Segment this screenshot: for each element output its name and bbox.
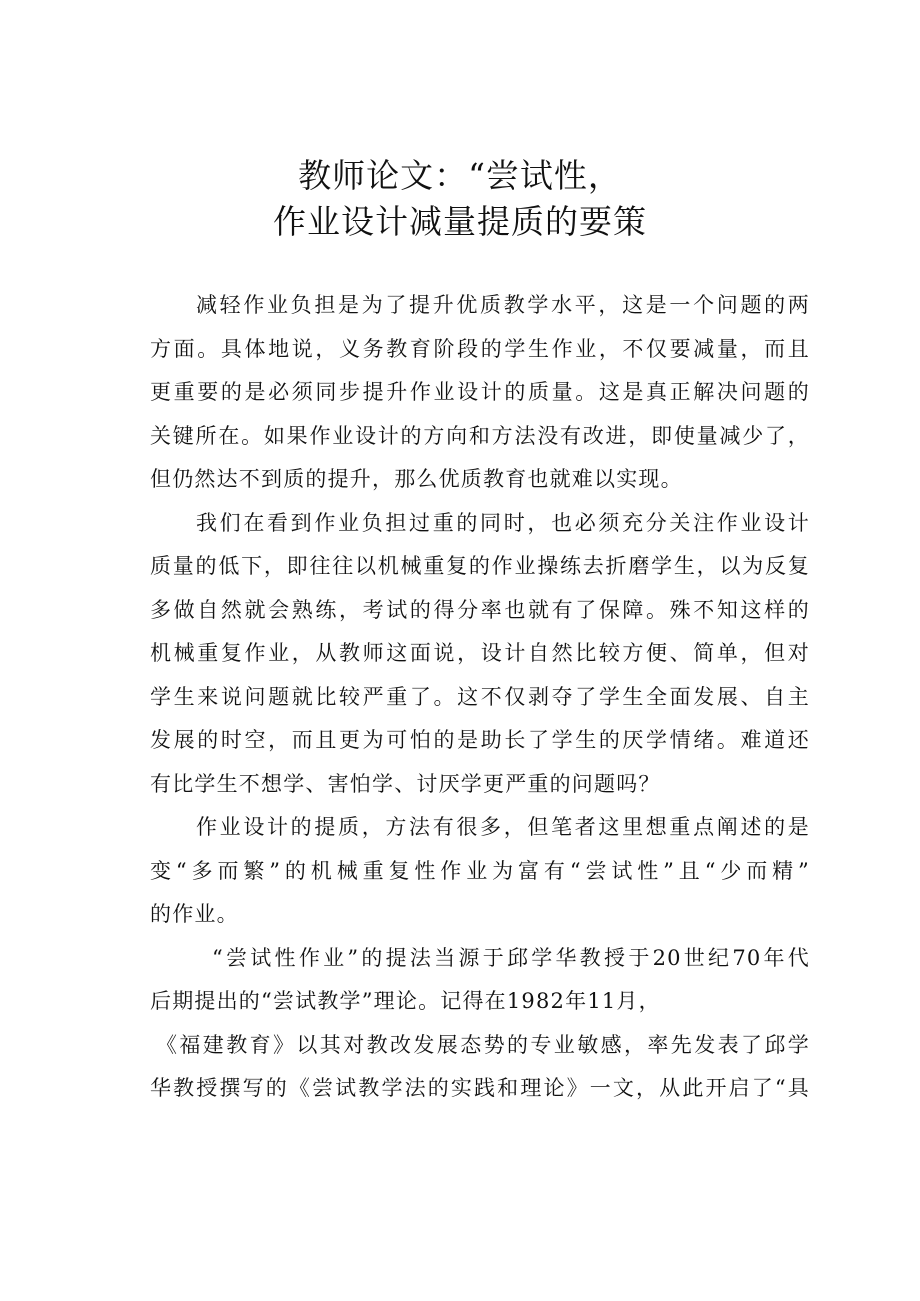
body-line: 减轻作业负担是为了提升优质教学水平，这是一个问题的两 [196,293,810,317]
body-line: 方面。具体地说，义务教育阶段的学生作业，不仅要减量，而且 [150,336,810,361]
body-line: 有比学生不想学、害怕学、讨厌学更严重的问题吗？ [150,771,661,796]
body-line: 多做自然就会熟练，考试的得分率也就有了保障。殊不知这样的 [150,597,810,622]
body-line: 机械重复作业，从教师这面说，设计自然比较方便、简单，但对 [150,641,810,665]
body-line: 更重要的是必须同步提升作业设计的质量。这是真正解决问题的 [150,380,810,404]
title-line-2: 作业设计减量提质的要策 [273,202,647,241]
body-line: 关键所在。如果作业设计的方向和方法没有改进，即使量减少了， [150,423,810,448]
body-line: 华教授撰写的《尝试教学法的实践和理论》一文，从此开启了“具 [150,1076,810,1100]
body-line: 后期提出的“尝试教学”理论。记得在1982年11月， [150,989,661,1013]
body-line: 我们在看到作业负担过重的同时，也必须充分关注作业设计 [196,510,810,535]
body-line: 的作业。 [150,902,239,926]
article-body [150,284,810,1111]
body-line: 变“多而繁”的机械重复性作业为富有“尝试性”且“少而精” [150,858,810,883]
body-line: 发展的时空，而且更为可怕的是助长了学生的厌学情绪。难道还 [150,728,810,752]
body-line: 但仍然达不到质的提升，那么优质教育也就难以实现。 [150,467,683,491]
body-line: “尝试性作业”的提法当源于邱学华教授于20世纪70年代 [212,945,810,970]
title-line-1: 教师论文：“尝试性， [298,156,622,195]
body-line: 《福建教育》以其对教改发展态势的专业敏感，率先发表了邱学 [156,1032,810,1057]
body-line: 学生来说问题就比较严重了。这不仅剥夺了学生全面发展、自主 [150,684,810,709]
body-line: 作业设计的提质，方法有很多，但笔者这里想重点阐述的是 [196,815,810,839]
body-line: 质量的低下，即往往以机械重复的作业操练去折磨学生，以为反复 [150,554,810,578]
